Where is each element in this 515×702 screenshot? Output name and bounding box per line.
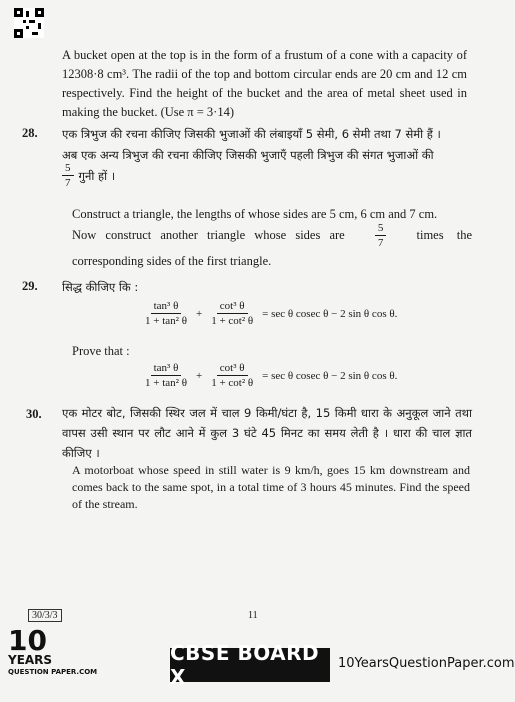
question-number: 29. xyxy=(22,279,38,293)
plus-sign: + xyxy=(195,307,203,320)
q28-english-line2 xyxy=(72,222,472,249)
fraction-denominator: 1 + cot² θ xyxy=(211,377,254,389)
fraction-cot xyxy=(208,300,256,327)
fraction-denominator: 7 xyxy=(377,237,384,249)
fraction-numerator: 5 xyxy=(375,222,387,236)
equation-rhs: = sec θ cosec θ − 2 sin θ cos θ. xyxy=(262,307,398,320)
q29-hindi: सिद्ध कीजिए कि : xyxy=(62,280,139,294)
q29-english: Prove that : xyxy=(72,344,130,358)
plus-sign: + xyxy=(195,369,203,382)
q29-equation-english xyxy=(142,362,397,389)
question-number: 28. xyxy=(22,126,38,140)
qr-code-icon xyxy=(14,8,44,38)
q28-english-line2a: Now construct another triangle whose sides are xyxy=(72,228,345,242)
q28-hindi-line3 xyxy=(62,162,115,189)
fraction-denominator: 7 xyxy=(65,177,71,189)
equation-rhs: = sec θ cosec θ − 2 sin θ cos θ. xyxy=(262,369,398,382)
fraction-cot xyxy=(208,362,256,389)
q28-english-line3: corresponding sides of the first triangle. xyxy=(72,254,272,268)
q30-english: A motorboat whose speed in still water is 9 km/h, goes 15 km downstream and comes back to the same spot, in a total time of 3 hours 45 minutes. Find the speed of the stream. xyxy=(72,463,470,511)
q30-hindi: एक मोटर बोट, जिसकी स्थिर जल में चाल 9 किमी/घंटा है, 15 किमी धारा के अनुकूल जाने तथा वापस उसी स्थान पर लौट आने में कुल 3 घंटे 45 मिनट का समय लेती है । धारा की चाल ज्ञात कीजिए । xyxy=(62,406,472,460)
q28-english-line2b: times the xyxy=(416,228,472,242)
fraction-tan xyxy=(142,300,190,327)
fraction-denominator: 1 + cot² θ xyxy=(211,315,254,327)
q28-hindi-tail: गुनी हों । xyxy=(78,168,116,183)
fraction-denominator: 1 + tan² θ xyxy=(145,377,187,389)
board-banner: CBSE BOARD X xyxy=(170,648,330,682)
q27-english-text: A bucket open at the top is in the form of a frustum of a cone with a capacity of 12308·8 cm³. The radii of the top and bottom circular ends are 20 cm and 12 cm respectively. Find the height of the bucket and the area of metal sheet used in making the bucket. (Use π = 3·14) xyxy=(62,48,467,119)
fraction xyxy=(62,162,74,189)
logo-years: YEARS xyxy=(8,653,53,667)
paper-code: 30/3/3 xyxy=(28,609,62,622)
site-link[interactable]: 10YearsQuestionPaper.com xyxy=(338,656,515,671)
q28-english-line1: Construct a triangle, the lengths of whose sides are 5 cm, 6 cm and 7 cm. xyxy=(72,207,438,221)
fraction-numerator: cot³ θ xyxy=(217,362,248,376)
question-number: 30. xyxy=(26,407,42,421)
q28-hindi-line1: एक त्रिभुज की रचना कीजिए जिसकी भुजाओं की लंबाइयाँ 5 सेमी, 6 सेमी तथा 7 सेमी हैं । xyxy=(62,127,441,141)
logo-subtitle: QUESTION PAPER.COM xyxy=(8,668,98,676)
fraction-tan xyxy=(142,362,190,389)
q28-hindi-line2: अब एक अन्य त्रिभुज की रचना कीजिए जिसकी भुजाएँ पहली त्रिभुज की संगत भुजाओं की xyxy=(62,148,434,162)
fraction-numerator: tan³ θ xyxy=(151,300,182,314)
fraction-numerator: 5 xyxy=(62,162,74,176)
fraction-numerator: cot³ θ xyxy=(217,300,248,314)
page-number: 11 xyxy=(248,610,258,621)
q29-equation-hindi xyxy=(142,300,397,327)
fraction-denominator: 1 + tan² θ xyxy=(145,315,187,327)
site-logo xyxy=(8,624,98,677)
fraction-numerator: tan³ θ xyxy=(151,362,182,376)
logo-number: 10 xyxy=(8,624,47,657)
fraction xyxy=(375,222,387,249)
